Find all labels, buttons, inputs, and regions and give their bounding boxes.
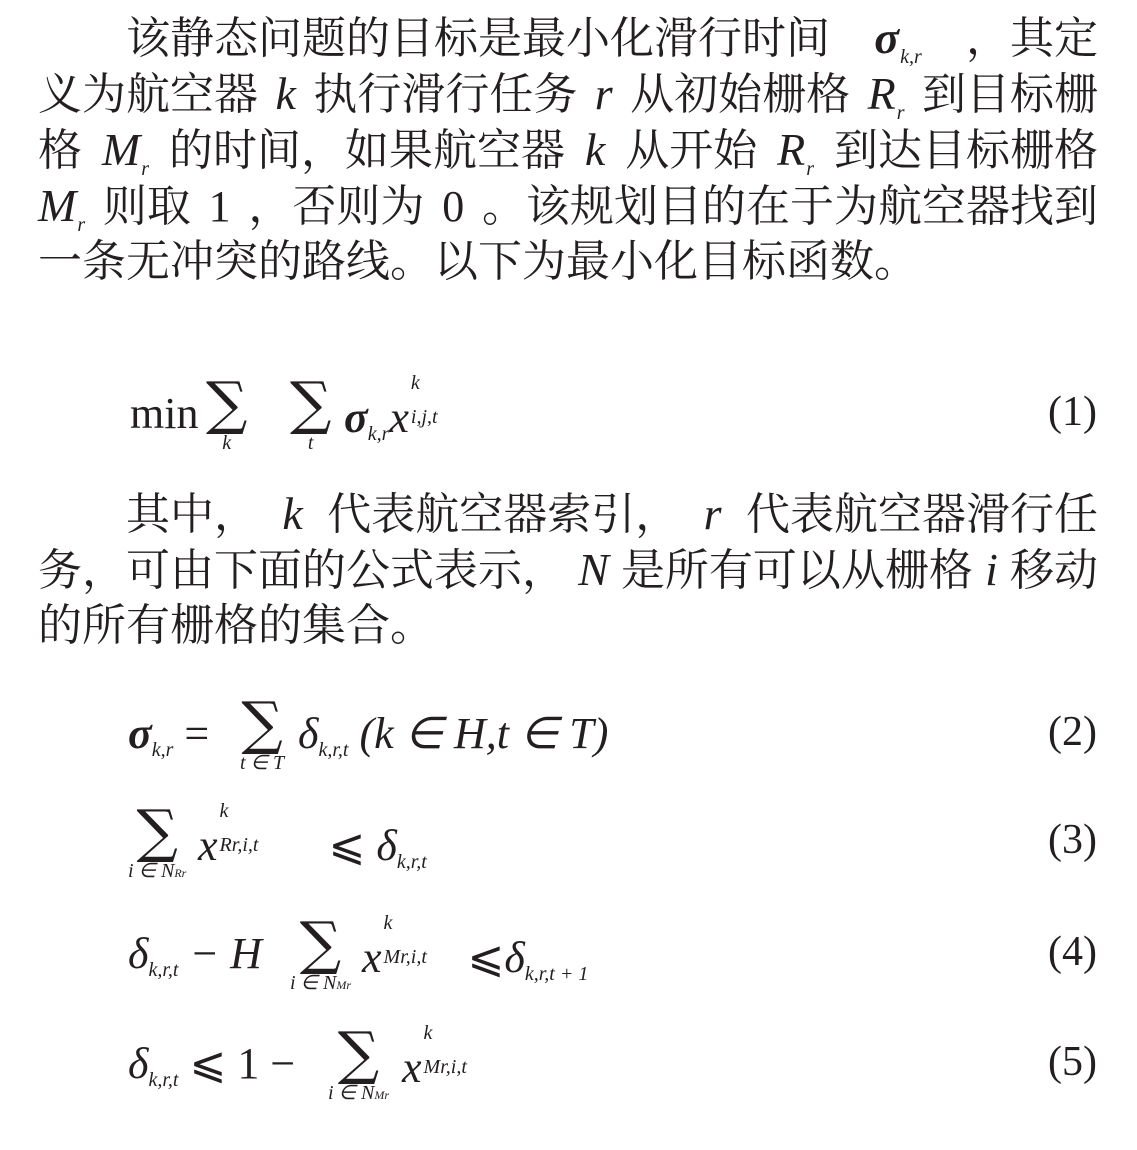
summation-symbol: ∑ i ∈ NRr [128,797,187,882]
summation-symbol: ∑ k [206,369,248,454]
paragraph-objective [38,10,1098,290]
equation-2: σk,r = ∑ t ∈ T δk,r,t (k ∈ H,t ∈ T) (2) [128,689,1097,774]
text-line: 该静态问题的目标是最小化滑行时间 $\sigma_{k,r}$ ，其定 [126,12,1098,68]
paragraph-definitions [38,486,1098,654]
text-line: 义为航空器 k 执行滑行任务 r 从初始栅格 $R_r$ 到目标栅 [38,68,1098,124]
summation-symbol: ∑ t ∈ T [240,689,285,774]
summation-symbol: ∑ t [290,369,332,454]
text-line: 的所有栅格的集合。 [38,600,434,651]
summation-symbol: ∑ i ∈ NMr [328,1019,389,1104]
text-line: $M_r$ 则取 1 ，否则为 0 。该规划目的在于为航空器找到 [38,180,1098,236]
text-line: 一条无冲突的路线。以下为最小化目标函数。 [38,236,918,287]
equation-number: (5) [1048,1039,1097,1085]
equation-3: ∑ i ∈ NRr x k Rr,i,t ⩽ δk,r,t (3) [128,797,1097,882]
equation-5: δk,r,t ⩽ 1 − ∑ i ∈ NMr x k Mr,i,t (5) [128,1019,1097,1104]
text-line: 其中， k 代表航空器索引， r 代表航空器滑行任 [126,488,1098,540]
equation-number: (2) [1048,709,1097,755]
equation-number: (1) [1048,389,1097,435]
equation-number: (3) [1048,817,1097,863]
equation-number: (4) [1048,929,1097,975]
summation-symbol: ∑ i ∈ NMr [290,909,351,994]
text-line: 务，可由下面的公式表示， N 是所有可以从栅格 i 移动 [38,544,1098,596]
equation-1: min ∑ k ∑ t σk,rx k i,j,t (1) [130,369,1097,454]
sigma-symbol: σ [874,12,900,63]
text-line: 格 $M_r$ 的时间，如果航空器 k 从开始 $R_r$ 到达目标栅格 [38,124,1098,180]
equation-4: δk,r,t − H ∑ i ∈ NMr x k Mr,i,t ⩽δk,r,t + 1 (4) [128,909,1097,994]
